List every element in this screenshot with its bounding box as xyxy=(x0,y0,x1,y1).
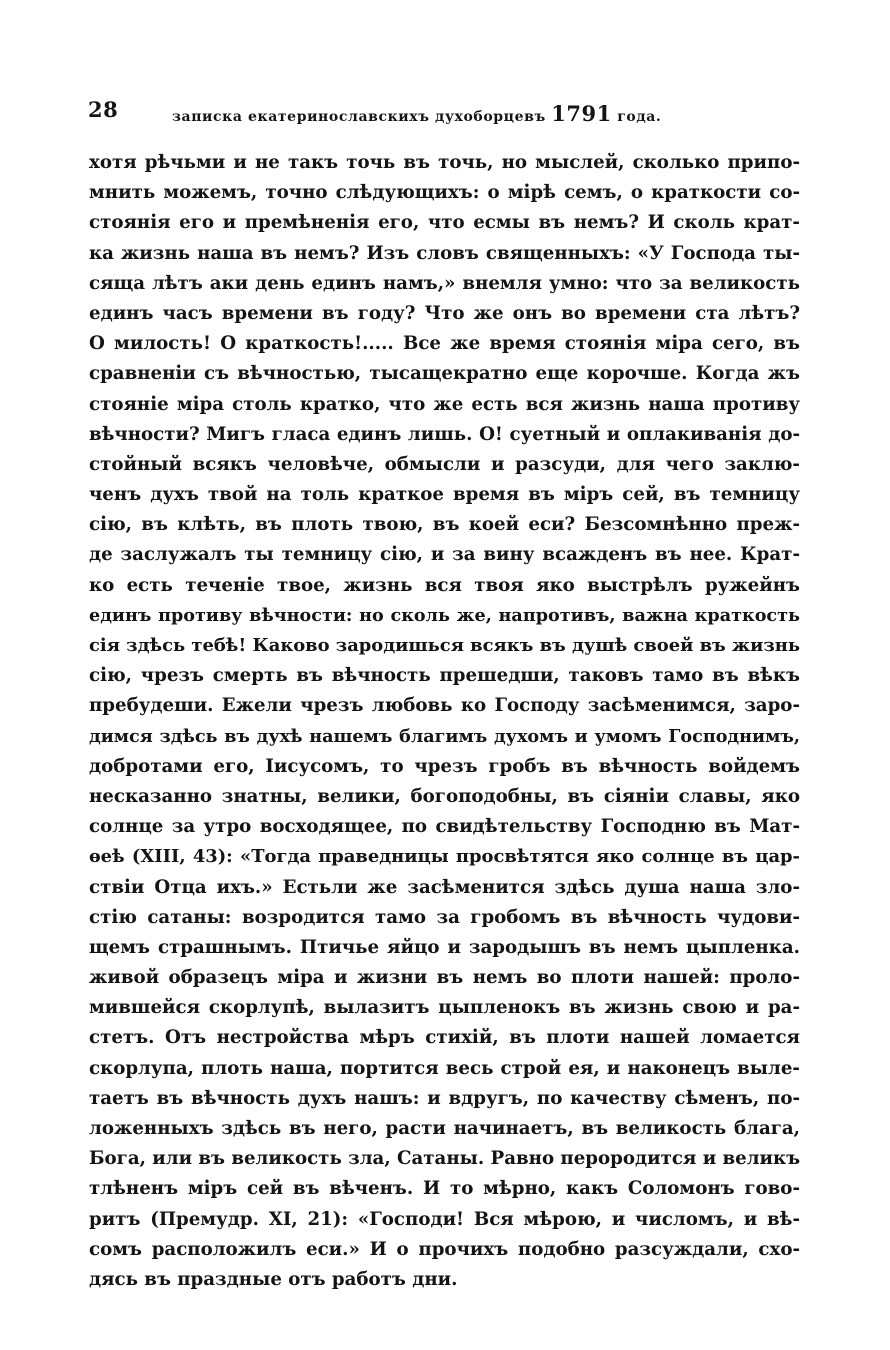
text-line: тлѣненъ міръ сей въ вѣченъ. И то мѣрно, какъ Соломонъ гово- xyxy=(89,1178,800,1200)
text-line: сравненіи съ вѣчностью, тысащекратно еще корочше. Когда жъ xyxy=(89,363,800,385)
body-text xyxy=(89,148,800,1295)
text-line: стойный всякъ человѣче, обмысли и разсуди, для чего заклю- xyxy=(89,453,800,475)
running-title-year: 1791 xyxy=(551,101,612,126)
text-line: сію, въ клѣть, въ плоть твою, въ коей еси? Безсомнѣнно преж- xyxy=(89,514,800,536)
text-line: сію, чрезъ смерть въ вѣчность прешедши, таковъ тамо въ вѣкъ xyxy=(89,665,800,687)
text-line: скорлупа, плоть наша, портится весь строй ея, и наконецъ выле- xyxy=(89,1057,800,1079)
page-number: 28 xyxy=(88,97,119,122)
running-title xyxy=(172,101,661,126)
text-line: ложенныхъ здѣсь въ него, расти начинаетъ, въ великость блага, xyxy=(89,1118,800,1139)
page-header xyxy=(88,95,738,129)
text-line: Бога, или въ великость зла, Сатаны. Равно перородится и великъ xyxy=(89,1148,800,1170)
text-line: стоянія его и премѣненія его, что есмы въ немъ? И сколь крат- xyxy=(89,212,800,234)
text-line: ченъ духъ твой на толь краткое время въ міръ сей, въ темницу xyxy=(89,484,800,506)
text-line: де заслужалъ ты темницу сію, и за вину всажденъ въ нее. Крат- xyxy=(89,544,800,566)
text-line: ствіи Отца ихъ.» Естьли же засѣменится здѣсь душа наша зло- xyxy=(89,876,800,898)
text-line: несказанно знатны, велики, богоподобны, въ сіяніи славы, яко xyxy=(89,785,800,807)
text-line: единъ часъ времени въ году? Что же онъ во времени ста лѣтъ? xyxy=(89,302,800,324)
text-line: стетъ. Отъ нестройства мѣръ стихій, въ плоти нашей ломается xyxy=(89,1027,800,1049)
running-title-end: года. xyxy=(617,109,662,125)
text-line: ѳеѣ (XIII, 43): «Тогда праведницы просвѣтятся яко солнце въ цар- xyxy=(89,846,800,868)
text-line: О милость! О краткость!..... Все же время стоянія міра сего, въ xyxy=(89,333,800,355)
text-line: ритъ (Премудр. XI, 21): «Господи! Вся мѣрою, и числомъ, и вѣ- xyxy=(89,1208,800,1230)
text-line: стію сатаны: возродится тамо за гробомъ въ вѣчность чудови- xyxy=(89,906,800,928)
running-title-text: записка екатеринославскихъ духоборцевъ xyxy=(172,109,546,125)
text-line: стояніе міра столь кратко, что же есть вся жизнь наша противу xyxy=(89,393,800,415)
text-line: ко есть теченіе твое, жизнь вся твоя яко выстрѣлъ ружейнъ xyxy=(89,574,800,596)
text-line-last: дясь въ праздные отъ работъ дни. xyxy=(89,1268,458,1290)
text-line: мнить можемъ, точно слѣдующихъ: о мірѣ семъ, о краткости со- xyxy=(89,182,800,204)
text-line: таетъ въ вѣчность духъ нашъ: и вдругъ, по качеству сѣменъ, по- xyxy=(89,1087,800,1109)
text-line: ка жизнь наша въ немъ? Изъ словъ священныхъ: «У Господа ты- xyxy=(89,242,800,264)
text-line: щемъ страшнымъ. Птичье яйцо и зародышъ въ немъ цыпленка. xyxy=(89,936,800,958)
text-line: солнце за утро восходящее, по свидѣтельству Господню въ Мат- xyxy=(89,816,800,838)
text-line: единъ противу вѣчности: но сколь же, напротивъ, важна краткость xyxy=(89,604,800,626)
text-line: димся здѣсь въ духѣ нашемъ благимъ духомъ и умомъ Господнимъ, xyxy=(89,725,800,747)
text-line: сомъ расположилъ еси.» И о прочихъ подобно разсуждали, схо- xyxy=(89,1238,800,1260)
text-line: пребудеши. Ежели чрезъ любовь ко Господу засѣменимся, заро- xyxy=(89,695,800,717)
text-line: добротами его, Іисусомъ, то чрезъ гробъ въ вѣчность войдемъ xyxy=(89,755,800,777)
text-line: сія здѣсь тебѣ! Каково зародишься всякъ въ душѣ своей въ жизнь xyxy=(89,635,800,656)
text-line: хотя рѣчьми и не такъ точь въ точь, но мыслей, сколько припо- xyxy=(89,152,800,173)
text-line: мившейся скорлупѣ, вылазитъ цыпленокъ въ жизнь свою и ра- xyxy=(89,997,800,1019)
text-line: сяща лѣтъ аки день единъ намъ,» внемля умно: что за великость xyxy=(89,272,800,294)
text-line: вѣчности? Мигъ гласа единъ лишь. О! суетный и оплакиванія до- xyxy=(89,423,800,445)
text-line: живой образецъ міра и жизни въ немъ во плоти нашей: проло- xyxy=(89,967,800,989)
